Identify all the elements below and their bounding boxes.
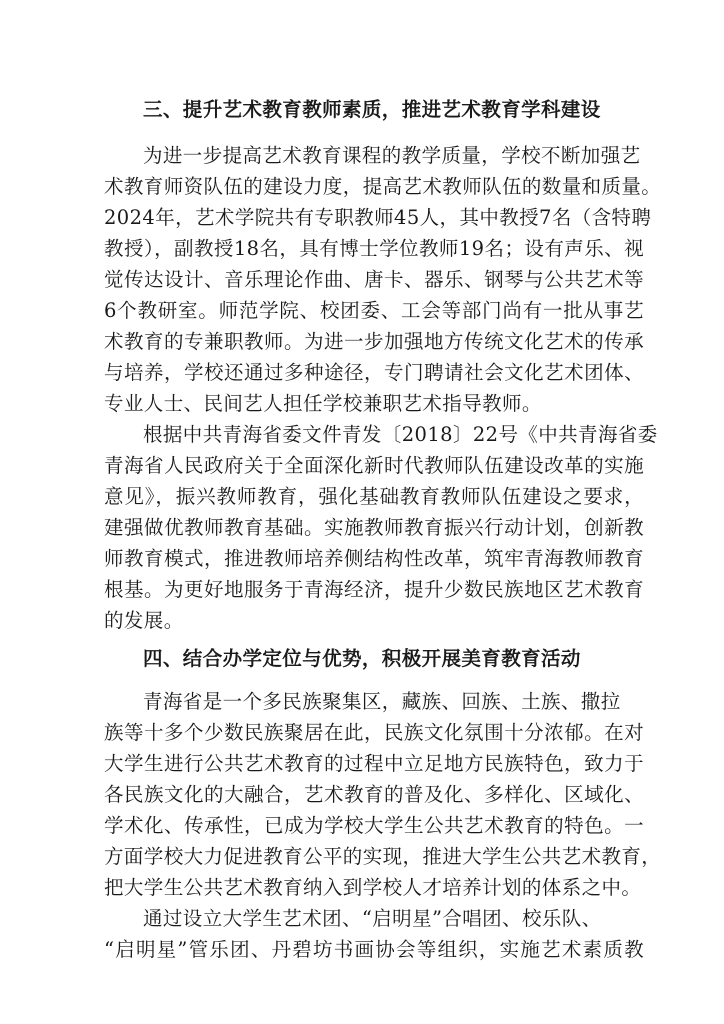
paragraph-line: 意见》，振兴教师教育，强化基础教育教师队伍建设之要求， xyxy=(104,485,644,508)
paragraph-line: 青海省是一个多民族聚集区，藏族、回族、土族、撒拉 xyxy=(143,690,621,713)
paragraph-line: 的发展。 xyxy=(104,609,184,632)
paragraph-line: 族等十多个少数民族聚居在此，民族文化氛围十分浓郁。在对 xyxy=(104,721,644,744)
paragraph-line: 学术化、传承性，已成为学校大学生公共艺术教育的特色。一 xyxy=(104,814,644,837)
paragraph-line: 6个教研室。师范学院、校团委、工会等部门尚有一批从事艺 xyxy=(104,299,644,322)
paragraph-line: 为进一步提高艺术教育课程的教学质量，学校不断加强艺 xyxy=(143,144,641,167)
paragraph-line: 术教育师资队伍的建设力度，提高艺术教师队伍的数量和质量。 xyxy=(104,175,662,198)
paragraph-line: 各民族文化的大融合，艺术教育的普及化、多样化、区域化、 xyxy=(104,783,644,806)
paragraph-line: 大学生进行公共艺术教育的过程中立足地方民族特色，致力于 xyxy=(104,752,644,775)
paragraph-line: 专业人士、民间艺人担任学校兼职艺术指导教师。 xyxy=(104,392,542,415)
paragraph-line: 教授），副教授18名，具有博士学位教师19名；设有声乐、视 xyxy=(104,237,644,260)
paragraph-line: 术教育的专兼职教师。为进一步加强地方传统文化艺术的传承 xyxy=(104,330,644,353)
paragraph-line: 青海省人民政府关于全面深化新时代教师队伍建设改革的实施 xyxy=(104,454,644,477)
paragraph-line: “启明星”管乐团、丹碧坊书画协会等组织，实施艺术素质教 xyxy=(104,938,644,961)
paragraph-line: 根基。为更好地服务于青海经济，提升少数民族地区艺术教育 xyxy=(104,578,644,601)
paragraph-line: 根据中共青海省委文件青发〔2018〕22号《中共青海省委 xyxy=(143,423,658,446)
paragraph-line: 把大学生公共艺术教育纳入到学校人才培养计划的体系之中。 xyxy=(104,876,642,899)
paragraph-line: 觉传达设计、音乐理论作曲、唐卡、器乐、钢琴与公共艺术等 xyxy=(104,268,644,291)
paragraph-line: 与培养，学校还通过多种途径，专门聘请社会文化艺术团体、 xyxy=(104,361,644,384)
section-heading-3: 三、提升艺术教育教师素质，推进艺术教育学科建设 xyxy=(143,98,601,121)
paragraph-line: 师教育模式，推进教师培养侧结构性改革，筑牢青海教师教育 xyxy=(104,547,644,570)
paragraph-line: 通过设立大学生艺术团、“启明星”合唱团、校乐队、 xyxy=(143,907,602,930)
paragraph-line: 建强做优教师教育基础。实施教师教育振兴行动计划，创新教 xyxy=(104,516,644,539)
paragraph-line: 2024年，艺术学院共有专职教师45人，其中教授7名（含特聘 xyxy=(104,206,652,229)
paragraph-line: 方面学校大力促进教育公平的实现，推进大学生公共艺术教育， xyxy=(104,845,662,868)
section-heading-4: 四、结合办学定位与优势，积极开展美育教育活动 xyxy=(143,647,581,670)
